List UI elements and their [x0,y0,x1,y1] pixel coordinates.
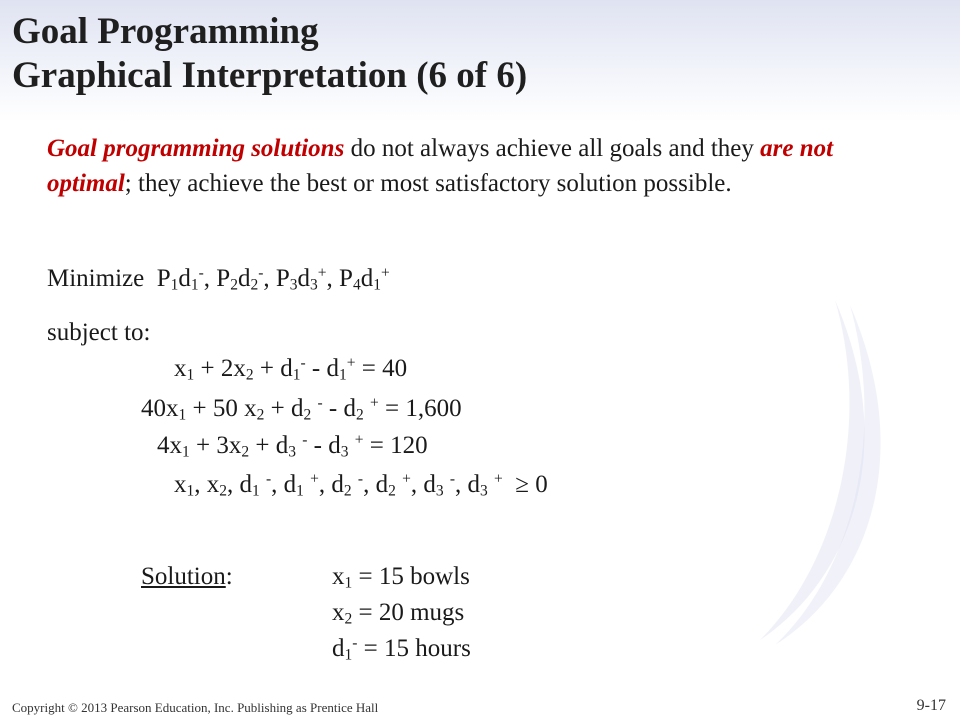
solution-row-x2: $x_2 = 20$ mugs [332,599,465,628]
minimize-label: Minimize [47,265,145,292]
nonnegativity-constraint: $x_1$, $x_2$, $d_1$ -, $d_1$ +, $d_2$ -, $d_2$ +, $d_3$ -, $d_3$ + ≥ 0 [174,470,548,500]
page-number: 9-17 [916,697,946,714]
constraint-2: $40x_1 + 50$ $x_2 + d_2$ $^- - d_2$ + = 1,600 [141,394,462,424]
intro-text-2: ; they achieve the best or most satisfactory solution possible. [124,170,732,197]
intro-paragraph [47,131,907,201]
intro-text-1: do not always achieve all goals and they [344,135,761,162]
constraint-1-rhs: 40 [382,355,408,382]
page-title [12,10,527,98]
constraint-3-rhs: 120 [390,432,428,459]
solution-x1-value: 15 bowls [378,563,470,590]
title-line-1: Goal Programming [12,11,319,52]
priority-p1: P [156,265,171,292]
constraint-3: $4x_1 + 3x_2 + d_3$ $^- - d_3$ + = 120 [157,431,428,461]
priority-p4: P [339,265,353,292]
solution-row-x1: $x_1 = 15$ bowls [332,563,470,592]
constraint-2-rhs: 1,600 [405,395,462,422]
solution-row-d1: $d_1^- = 15$ hours [332,634,471,664]
priority-p3: P [275,265,290,292]
solution-d1-value: 15 hours [384,635,471,662]
emphasis-not-optimal: are not optimal [47,135,834,197]
solution-label: Solution: [141,563,233,590]
emphasis-goal-solutions: Goal programming solutions [47,135,345,162]
title-line-2: Graphical Interpretation (6 of 6) [12,55,528,96]
solution-x2-value: 20 mugs [378,599,465,626]
subject-to-label: subject to: [47,319,151,346]
constraint-1: $x_1 + 2x_2 + d_1^- - d_1^+ = 40$ [174,354,408,384]
nonnegativity-rhs: 0 [535,471,548,498]
priority-p2: P [216,265,231,292]
objective-function: Minimize $P_1d_1^-$, $P_2d_2^-$, $P_3d_3^+$, $P_4d_1^+$ [47,264,390,294]
copyright-notice: Copyright © 2013 Pearson Education, Inc. Publishing as Prentice Hall [12,700,379,715]
